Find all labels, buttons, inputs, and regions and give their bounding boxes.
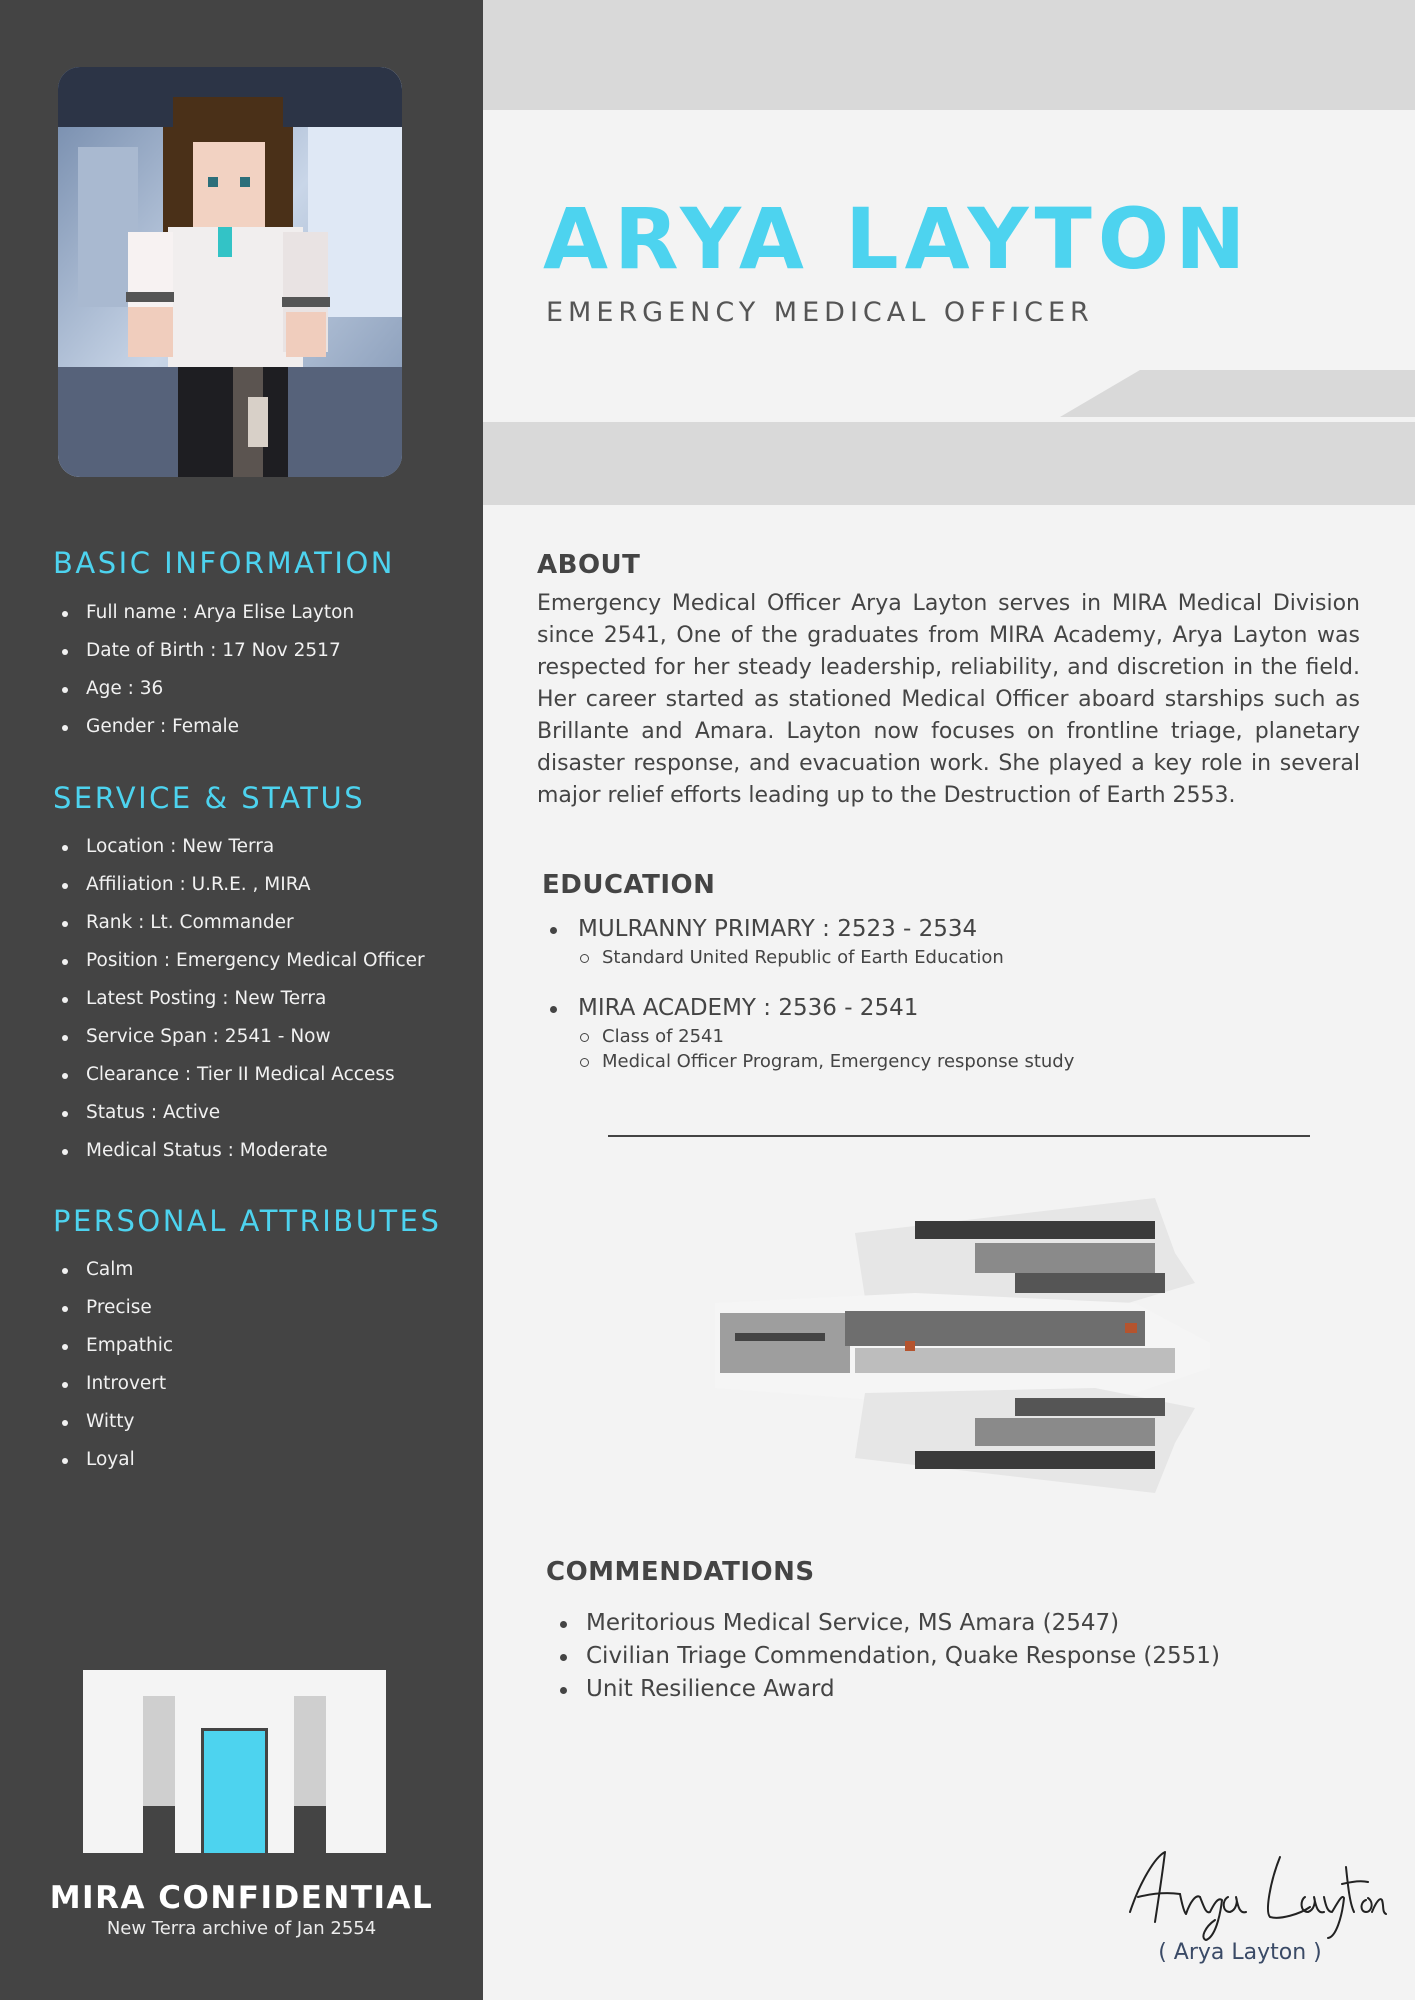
- list-item: Affiliation : U.R.E. , MIRA: [62, 866, 425, 904]
- list-item: Full name : Arya Elise Layton: [62, 594, 354, 632]
- education-title: MIRA ACADEMY : 2536 - 2541: [578, 995, 919, 1021]
- list-item: Clearance : Tier II Medical Access: [62, 1056, 425, 1094]
- signature-caption: ( Arya Layton ): [1158, 1940, 1322, 1965]
- starship-image: [715, 1193, 1210, 1498]
- header-slant-shape: [1060, 370, 1415, 417]
- list-item: Age : 36: [62, 670, 354, 708]
- personal-attributes-list: [62, 1251, 173, 1479]
- basic-information-heading: BASIC INFORMATION: [53, 546, 395, 580]
- header-band-top: [483, 0, 1415, 110]
- page-title: ARYA LAYTON: [543, 190, 1252, 288]
- list-item: Witty: [62, 1403, 173, 1441]
- list-item: Position : Emergency Medical Officer: [62, 942, 425, 980]
- commendations-heading: COMMENDATIONS: [546, 1557, 815, 1587]
- list-item: Unit Resilience Award: [557, 1673, 1220, 1706]
- page-subtitle: EMERGENCY MEDICAL OFFICER: [546, 297, 1094, 328]
- list-item: Civilian Triage Commendation, Quake Response (2551): [557, 1640, 1220, 1673]
- education-list: [548, 913, 1348, 1096]
- education-title: MULRANNY PRIMARY : 2523 - 2534: [578, 916, 978, 942]
- list-item: Precise: [62, 1289, 173, 1327]
- education-detail: Class of 2541: [578, 1024, 1348, 1049]
- service-status-heading: SERVICE & STATUS: [53, 781, 366, 815]
- list-item: Rank : Lt. Commander: [62, 904, 425, 942]
- list-item: Latest Posting : New Terra: [62, 980, 425, 1018]
- footer-subtitle: New Terra archive of Jan 2554: [106, 1918, 377, 1939]
- list-item: Empathic: [62, 1327, 173, 1365]
- service-status-list: [62, 828, 425, 1170]
- section-divider: [608, 1135, 1310, 1137]
- list-item: Calm: [62, 1251, 173, 1289]
- list-item: Medical Status : Moderate: [62, 1132, 425, 1170]
- list-item: Location : New Terra: [62, 828, 425, 866]
- list-item: Introvert: [62, 1365, 173, 1403]
- signature: [1110, 1842, 1390, 1942]
- list-item: Service Span : 2541 - Now: [62, 1018, 425, 1056]
- commendations-list: [557, 1607, 1220, 1706]
- list-item: Meritorious Medical Service, MS Amara (2547): [557, 1607, 1220, 1640]
- header-band-bottom: [483, 422, 1415, 505]
- about-text: Emergency Medical Officer Arya Layton serves in MIRA Medical Division since 2541, One of the graduates from MIRA Academy, Arya Layton was respected for her steady leadership, reliability, and discretion in the field. Her career started as stationed Medical Officer aboard starships such as Brillante and Amara. Layton now focuses on frontline triage, planetary disaster response, and evacuation work. She played a key role in several major relief efforts leading up to the Destruction of Earth 2553.: [537, 591, 1360, 808]
- about-heading: ABOUT: [537, 550, 641, 580]
- mira-logo: [83, 1670, 386, 1853]
- education-details: [578, 945, 1348, 970]
- footer-title: MIRA CONFIDENTIAL: [49, 1880, 434, 1916]
- education-entry: [548, 992, 1348, 1074]
- education-detail: Standard United Republic of Earth Education: [578, 945, 1348, 970]
- list-item: Gender : Female: [62, 708, 354, 746]
- basic-information-list: [62, 594, 354, 746]
- education-details: [578, 1024, 1348, 1074]
- list-item: Status : Active: [62, 1094, 425, 1132]
- list-item: Loyal: [62, 1441, 173, 1479]
- education-heading: EDUCATION: [542, 870, 716, 900]
- personal-attributes-heading: PERSONAL ATTRIBUTES: [53, 1204, 442, 1238]
- character-portrait: [58, 67, 402, 477]
- education-detail: Medical Officer Program, Emergency response study: [578, 1049, 1348, 1074]
- education-entry: [548, 913, 1348, 970]
- list-item: Date of Birth : 17 Nov 2517: [62, 632, 354, 670]
- sidebar: [0, 0, 483, 2000]
